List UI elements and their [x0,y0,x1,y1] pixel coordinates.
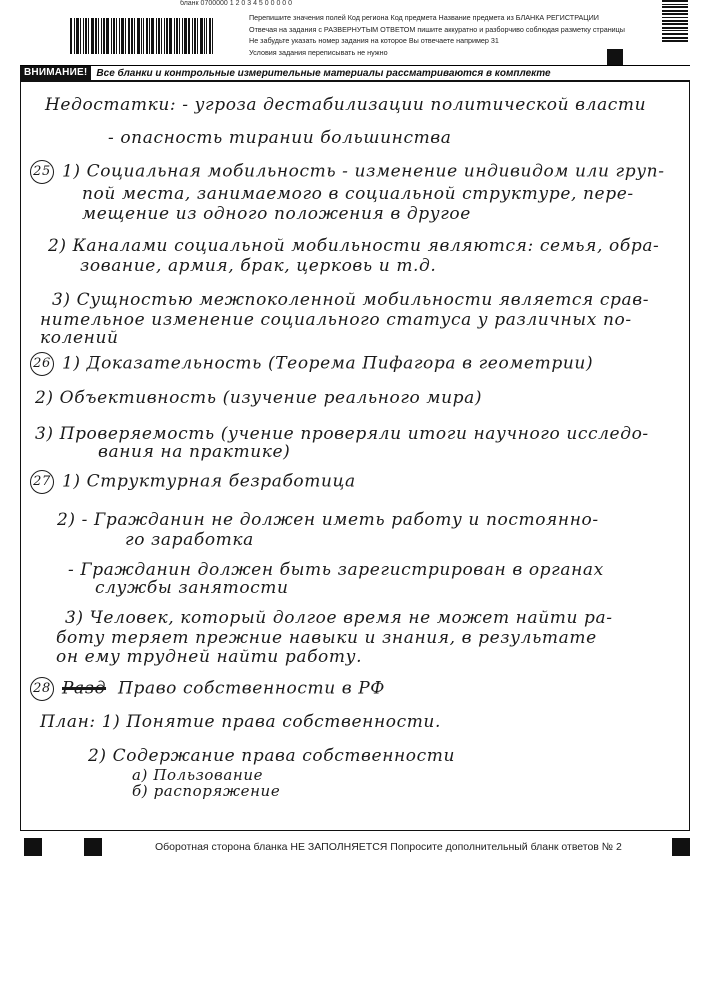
registration-marker-bottom-left-2 [84,838,102,856]
barcode-bar [137,18,140,54]
answer-line: пой места, занимаемого в социальной структуре, пере- [82,184,634,204]
answer-line: нительное изменение социального статуса у различных по- [40,310,632,330]
barcode-left [70,18,238,54]
barcode-bar [182,18,183,54]
answer-line: 2) - Гражданин не должен иметь работу и постоянно- [57,510,599,530]
footer-notice: Оборотная сторона бланка НЕ ЗАПОЛНЯЕТСЯ Попросите дополнительный бланк ответов № 2 [155,841,622,853]
answer-line: 2) Каналами социальной мобильности являются: семья, обра- [48,236,660,256]
answer-line: 3) Сущностью межпоколенной мобильности является срав- [52,290,650,310]
barcode-bar [164,18,165,54]
answer-line [30,677,385,701]
task-number-badge: 27 [30,470,54,494]
barcode-bar [70,18,72,54]
barcode-bar [158,18,160,54]
registration-marker-top-right [607,49,623,65]
barcode-bar [113,18,115,54]
barcode-bar [662,23,688,25]
barcode-bar [125,18,126,54]
task-number-badge: 28 [30,677,54,701]
barcode-bar [161,18,162,54]
barcode-bar [141,18,142,54]
answer-line: 2) Объективность (изучение реального мира) [35,388,483,408]
barcode-bar [88,18,89,54]
answer-line-text: 1) Доказательность (Теорема Пифагора в геометрии) [62,353,594,374]
answer-line: вания на практике) [98,442,291,462]
answer-line: 3) Человек, который долгое время не может найти ра- [65,608,613,628]
barcode-bar [80,18,81,54]
barcode-bar [111,18,112,54]
barcode-bar [209,18,211,54]
barcode-bar [131,18,133,54]
answer-line: го заработка [125,530,254,550]
barcode-bar [179,18,180,54]
barcode-bar [200,18,203,54]
answer-line-text: 1) Социальная мобильность - изменение индивидом или груп- [62,161,665,182]
barcode-bar [176,18,178,54]
answer-line: Недостатки: - угроза дестабилизации политической власти [45,95,647,115]
barcode-bar [662,27,688,29]
barcode-bar [143,18,144,54]
barcode-bar [197,18,198,54]
top-cut-off-form-code: бланк 0700000 1 2 0 3 4 5 0 0 0 0 0 [180,0,293,7]
answer-line: он ему трудней найти работу. [56,647,363,667]
answer-line: службы занятости [95,578,289,598]
barcode-bar [166,18,168,54]
answer-line [30,160,665,184]
barcode-bar [95,18,97,54]
barcode-bar [662,10,688,12]
registration-marker-bottom-right [672,838,690,856]
barcode-bar [662,0,688,2]
instruction-line: Не забудьте указать номер задания на которое Вы отвечаете например 31 [249,36,499,46]
barcode-bar [76,18,79,54]
barcode-bar [85,18,87,54]
barcode-bar [662,17,688,18]
answer-line-text: 1) Структурная безработица [62,471,356,492]
barcode-bar [149,18,150,54]
form-instructions [249,12,659,58]
barcode-bar [134,18,135,54]
barcode-bar [116,18,117,54]
answer-line: - Гражданин должен быть зарегистрирован в органах [68,560,604,580]
barcode-bar [106,18,109,54]
answer-line: б) распоряжение [132,782,281,800]
barcode-bar [128,18,130,54]
answer-line: План: 1) Понятие права собственности. [40,712,441,732]
barcode-bar [662,33,688,35]
warning-text: Все бланки и контрольные измерительные материалы рассматриваются в комплекте [96,67,551,79]
barcode-bar [662,20,688,22]
barcode-bar [146,18,148,54]
barcode-bar [98,18,99,54]
barcode-bar [103,18,105,54]
barcode-bar [119,18,120,54]
barcode-bar [206,18,207,54]
barcode-bar [204,18,205,54]
barcode-bar [662,30,688,31]
barcode-bar [662,40,688,42]
answer-line [30,470,356,494]
answer-line: колений [40,328,119,348]
barcode-bar [184,18,187,54]
barcode-bar [212,18,213,54]
barcode-bar [662,37,688,39]
instruction-line: Условия задания переписывать не нужно [249,47,388,57]
barcode-bar [662,4,688,5]
warning-bar [20,65,690,80]
barcode-bar [74,18,75,54]
barcode-bar [169,18,172,54]
barcode-bar [101,18,102,54]
barcode-bar [188,18,190,54]
task-number-badge: 26 [30,352,54,376]
answer-line: 3) Проверяемость (учение проверяли итоги научного исследо- [35,424,649,444]
struck-out-word: Разд [62,678,107,699]
barcode-bar [91,18,94,54]
task-number-badge: 25 [30,160,54,184]
barcode-bar [174,18,175,54]
barcode-bar [156,18,157,54]
answer-line: боту теряет прежние навыки и знания, в результате [56,628,597,648]
barcode-bar [662,13,688,15]
answer-line: зование, армия, брак, церковь и т.д. [80,256,437,276]
barcode-bar [662,6,688,8]
registration-marker-bottom-left [24,838,42,856]
answer-line: - опасность тирании большинства [108,128,452,148]
answer-line-text: Право собственности в РФ [118,678,386,699]
answer-line: а) Пользование [132,766,264,784]
instruction-line: Отвечая на задания с РАЗВЕРНУТЫМ ОТВЕТОМ пишите аккуратно и разборчиво соблюдая разметку страницы [249,24,625,34]
instruction-line: Перепишите значения полей Код региона Код предмета Название предмета из БЛАНКА РЕГИСТРАЦИИ [249,13,599,22]
barcode-right [662,0,688,46]
answer-line: 2) Содержание права собственности [88,746,456,766]
barcode-bar [151,18,154,54]
barcode-bar [194,18,196,54]
barcode-bar [121,18,124,54]
barcode-bar [83,18,84,54]
warning-label: ВНИМАНИЕ! [20,66,91,80]
answer-line: мещение из одного положения в другое [82,204,471,224]
answer-line [30,352,593,376]
barcode-bar [192,18,193,54]
